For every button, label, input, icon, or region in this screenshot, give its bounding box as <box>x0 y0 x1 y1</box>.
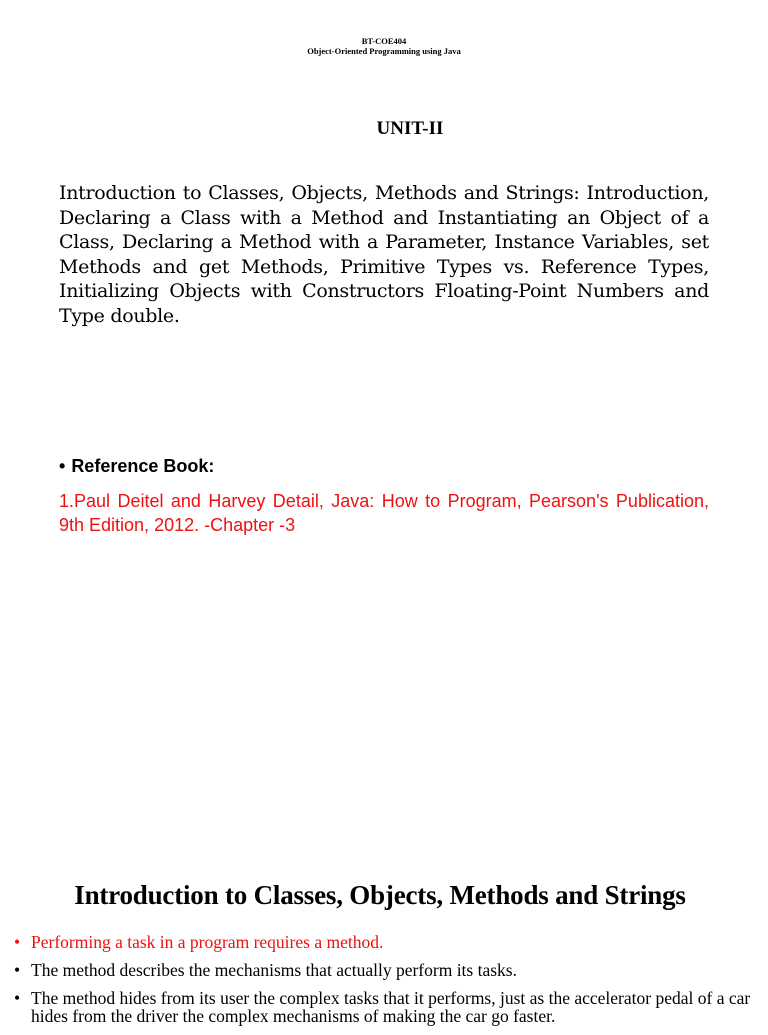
course-code: BT-COE404 <box>361 36 407 46</box>
bullet-text: Performing a task in a program requires a method. <box>31 932 384 952</box>
bullet-item <box>14 933 754 951</box>
bullet-item <box>14 961 754 979</box>
reference-heading <box>59 456 214 477</box>
section-bullet-list <box>14 933 754 1035</box>
course-title: Object-Oriented Programming using Java <box>307 46 461 56</box>
page-header <box>0 36 768 56</box>
unit-title: UNIT-II <box>376 118 444 139</box>
reference-heading-label: Reference Book: <box>71 456 215 476</box>
bullet-icon: • <box>14 988 21 1008</box>
bullet-icon: • <box>59 456 66 476</box>
unit-syllabus: Introduction to Classes, Objects, Methods and Strings: Introduction, Declaring a Class with a Method and Instantiating an Object of a Class, Declaring a Method with a Parameter, Instance Variables, set Methods and get Methods, Primitive Types vs. Reference Types, Initializing Objects with Constructors Floating-Point Numbers and Type double. <box>59 182 709 327</box>
bullet-text: The method hides from its user the complex tasks that it performs, just as the accelerator pedal of a car hides from the driver the complex mechanisms of making the car go faster. <box>31 988 751 1026</box>
bullet-icon: • <box>14 932 21 952</box>
bullet-item <box>14 989 754 1025</box>
bullet-text: The method describes the mechanisms that actually perform its tasks. <box>31 960 517 980</box>
section-title: Introduction to Classes, Objects, Methods and Strings <box>74 880 686 910</box>
reference-entry: 1.Paul Deitel and Harvey Detail, Java: How to Program, Pearson's Publication, 9th Edition, 2012. -Chapter -3 <box>59 491 709 535</box>
bullet-icon: • <box>14 960 21 980</box>
